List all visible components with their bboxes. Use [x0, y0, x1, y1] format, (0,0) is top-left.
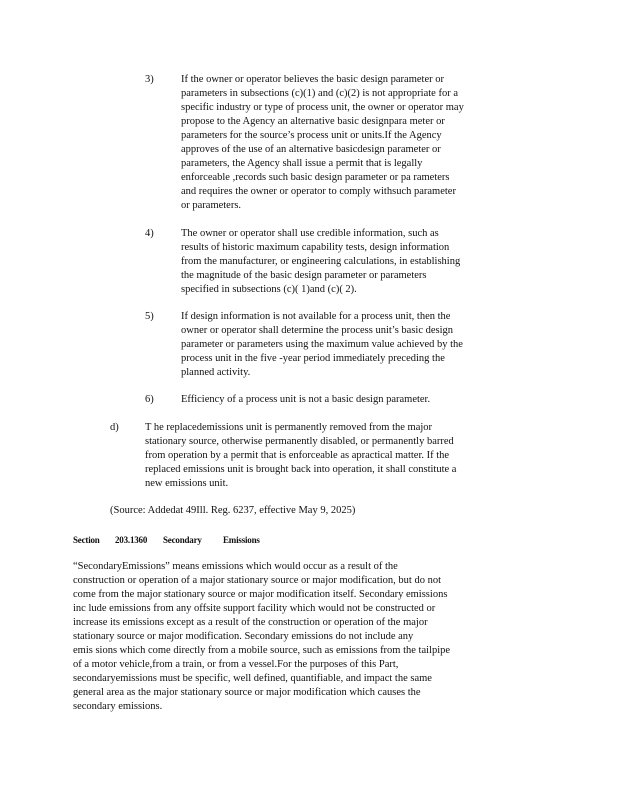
text-line: from operation by a permit that is enforceable as apractical matter. If the: [145, 450, 450, 461]
item-number: 6): [145, 394, 154, 405]
text-line: specified in subsections (c)( 1)and (c)( 2).: [181, 284, 357, 295]
item-3-paragraph: [181, 73, 511, 213]
text-line: process unit in the five -year period immediately preceding the: [181, 353, 445, 364]
item-6-paragraph: [181, 393, 511, 407]
section-number: 203.1360: [115, 535, 148, 545]
text-line: The owner or operator shall use credible information, such as: [181, 228, 439, 239]
source-note-text: (Source: Addedat 49Ill. Reg. 6237, effective May 9, 2025): [110, 505, 356, 516]
text-line: specific industry or type of process unit, the owner or operator may: [181, 102, 464, 113]
text-line: inc lude emissions from any offsite support facility which would not be constructed or: [73, 603, 436, 614]
text-line: secondaryemissions must be specific, well defined, quantifiable, and impact the same: [73, 673, 432, 684]
item-letter: d): [110, 422, 119, 433]
text-line: emis sions which come directly from a mobile source, such as emissions from the tailpipe: [73, 645, 451, 656]
text-line: enforceable ,records such basic design parameter or pa rameters: [181, 172, 450, 183]
section-word: Section: [73, 535, 100, 545]
text-line: stationary source or major modification. Secondary emissions do not include any: [73, 631, 414, 642]
source-note: [110, 504, 355, 518]
text-line: T he replacedemissions unit is permanently removed from the major: [145, 422, 433, 433]
text-line: replaced emissions unit is brought back into operation, it shall constitute a: [145, 464, 457, 475]
text-line: Efficiency of a process unit is not a basic design parameter.: [181, 394, 431, 405]
text-line: “SecondaryEmissions” means emissions which would occur as a result of the: [73, 561, 398, 572]
text-line: the magnitude of the basic design parameter or parameters: [181, 270, 427, 281]
text-line: planned activity.: [181, 367, 251, 378]
text-line: If the owner or operator believes the basic design parameter or: [181, 74, 444, 85]
text-line: come from the major stationary source or major modification itself. Secondary emissions: [73, 589, 448, 600]
section-title-2: Emissions: [223, 535, 260, 545]
text-line: If design information is not available for a process unit, then the: [181, 311, 451, 322]
section-heading: [73, 535, 273, 547]
text-line: approves of the use of an alternative basicdesign parameter or: [181, 144, 441, 155]
text-line: propose to the Agency an alternative basic designpara meter or: [181, 116, 445, 127]
text-line: new emissions unit.: [145, 478, 229, 489]
text-line: and requires the owner or operator to comply withsuch parameter: [181, 186, 456, 197]
section-title-1: Secondary: [163, 535, 202, 545]
text-line: of a motor vehicle,from a train, or from a vessel.For the purposes of this Part,: [73, 659, 399, 670]
text-line: construction or operation of a major stationary source or major modification, but do not: [73, 575, 441, 586]
text-line: parameters for the source’s process unit or units.If the Agency: [181, 130, 442, 141]
definition-paragraph: [73, 560, 513, 714]
text-line: secondary emissions.: [73, 701, 163, 712]
text-line: owner or operator shall determine the process unit’s basic design: [181, 325, 454, 336]
item-5-paragraph: [181, 310, 511, 380]
text-line: results of historic maximum capability tests, design information: [181, 242, 450, 253]
item-d-paragraph: [145, 421, 515, 491]
text-line: increase its emissions except as a result of the construction or operation of the major: [73, 617, 428, 628]
text-line: parameters in subsections (c)(1) and (c)(2) is not appropriate for a: [181, 88, 458, 99]
item-number: 4): [145, 228, 154, 239]
text-line: parameter or parameters using the maximum value achieved by the: [181, 339, 463, 350]
item-number: 5): [145, 311, 154, 322]
text-line: parameters, the Agency shall issue a permit that is legally: [181, 158, 423, 169]
item-number: 3): [145, 74, 154, 85]
text-line: stationary source, otherwise permanently disabled, or permanently barred: [145, 436, 454, 447]
text-line: from the manufacturer, or engineering calculations, in establishing: [181, 256, 461, 267]
text-line: or parameters.: [181, 200, 242, 211]
text-line: general area as the major stationary source or major modification which causes the: [73, 687, 421, 698]
item-4-paragraph: [181, 227, 511, 297]
